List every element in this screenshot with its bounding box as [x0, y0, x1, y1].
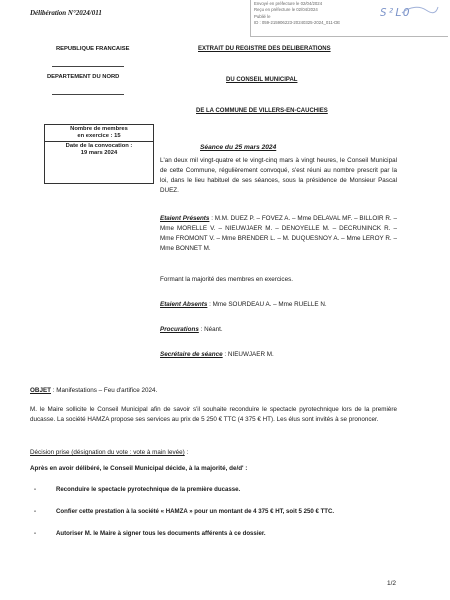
absent-list: : Mme SOURDEAU A. – Mme RUELLE N.: [207, 301, 327, 308]
commune-title: DE LA COMMUNE DE VILLERS-EN-CAUCHIES: [196, 108, 328, 114]
secretary-label: Secrétaire de séance: [160, 351, 223, 358]
convocation-value: 19 mars 2024: [80, 150, 118, 156]
intro-paragraph: L'an deux mil vingt-quatre et le vingt-cinq mars à vingt heures, le Conseil Municipal de cette Commune, régulièrement convoqué, s'est réuni au nombre prescrit par la loi, dans le lieu habituel de ses séances, sous la présidence de Monsieur Pascal DUEZ.: [160, 157, 397, 194]
present-list: : M.M. DUEZ P. – FOVEZ A. – Mme DELAVAL MF. – BILLOIR R. – Mme MORELLE V. – NIEUWJAER M. – DENOYELLE M. – DECRUNINCK R. – Mme FROMONT V. – Mme BRENDER L. – M. DUQUESNOY A. – Mme LEROY R. – Mme BONNET M.: [160, 215, 397, 252]
decision-item: [34, 508, 335, 515]
bullet-dash: -: [34, 530, 37, 537]
stamp-line-received: Reçu en préfecture le 02/04/2024: [254, 7, 318, 13]
bullet-dash: -: [34, 486, 37, 493]
majority-note: Formant la majorité des membres en exercices.: [160, 276, 293, 283]
body-paragraph: M. le Maire sollicite le Conseil Municipal afin de savoir s'il souhaite reconduire le spectacle pyrotechnique lors de la première ducasse. La société HAMZA propose ses services au prix de 5 250 € TTC (4 375 € HT). Les élus sont invités à se prononcer.: [30, 406, 397, 423]
header-divider-2: [52, 94, 124, 95]
decision-mode-colon: :: [184, 449, 189, 456]
deliberation-reference: Délibération N°2024/011: [30, 9, 102, 17]
register-extract-title: EXTRAIT DU REGISTRE DES DELIBERATIONS: [198, 46, 331, 52]
session-info-box: [44, 124, 154, 184]
department-label: DEPARTEMENT DU NORD: [47, 74, 120, 80]
session-title: Séance du 25 mars 2024: [200, 144, 277, 151]
decision-item: [34, 486, 241, 493]
members-count: [45, 125, 153, 142]
members-value: en exercice : 15: [77, 133, 121, 139]
proxies-label: Procurations: [160, 326, 199, 333]
convocation-date: [45, 142, 153, 158]
decision-mode-label: Décision prise (désignation du vote : vote à main levée): [30, 449, 185, 456]
republic-label: REPUBLIQUE FRANCAISE: [56, 46, 130, 52]
secretary: [160, 350, 397, 360]
stamp-line-published: Publié le: [254, 13, 271, 19]
absent-members: [160, 300, 397, 310]
proxies: [160, 325, 397, 335]
members-label: Nombre de membres: [70, 126, 128, 132]
slo-swoosh-icon: [400, 4, 440, 16]
present-label: Etaient Présents: [160, 215, 210, 222]
secretary-value: : NIEUWJAER M.: [222, 351, 274, 358]
stamp-line-sent: Envoyé en préfecture le 02/04/2024: [254, 1, 323, 6]
slo-logo: S²LO: [380, 6, 411, 19]
stamp-line-id: ID : 059-215906223-20240325-2024_011-DE: [254, 20, 341, 26]
header-divider: [52, 66, 124, 67]
proxies-value: : Néant.: [198, 326, 223, 333]
present-members: [160, 214, 397, 254]
object-line: [30, 386, 397, 396]
decision-item-text: Autoriser M. le Maire à signer tous les documents afférents à ce dossier.: [56, 530, 266, 537]
object-value: : Manifestations – Feu d'artifice 2024.: [51, 387, 158, 394]
decision-item-text: Reconduire le spectacle pyrotechnique de la première ducasse.: [56, 486, 241, 493]
page-number: 1/2: [387, 580, 397, 587]
object-label: OBJET: [30, 387, 51, 394]
council-title: DU CONSEIL MUNICIPAL: [226, 77, 298, 83]
bullet-dash: -: [34, 508, 37, 515]
decision-mode: [30, 448, 397, 458]
convocation-label: Date de la convocation :: [65, 143, 133, 149]
decision-item: [34, 530, 266, 537]
decision-intro: Après en avoir délibéré, le Conseil Municipal décide, à la majorité, de/d' :: [30, 465, 248, 472]
absent-label: Etaient Absents: [160, 301, 208, 308]
decision-item-text: Confier cette prestation à la société « HAMZA » pour un montant de 4 375 € HT, soit 5 250 € TTC.: [56, 508, 335, 515]
